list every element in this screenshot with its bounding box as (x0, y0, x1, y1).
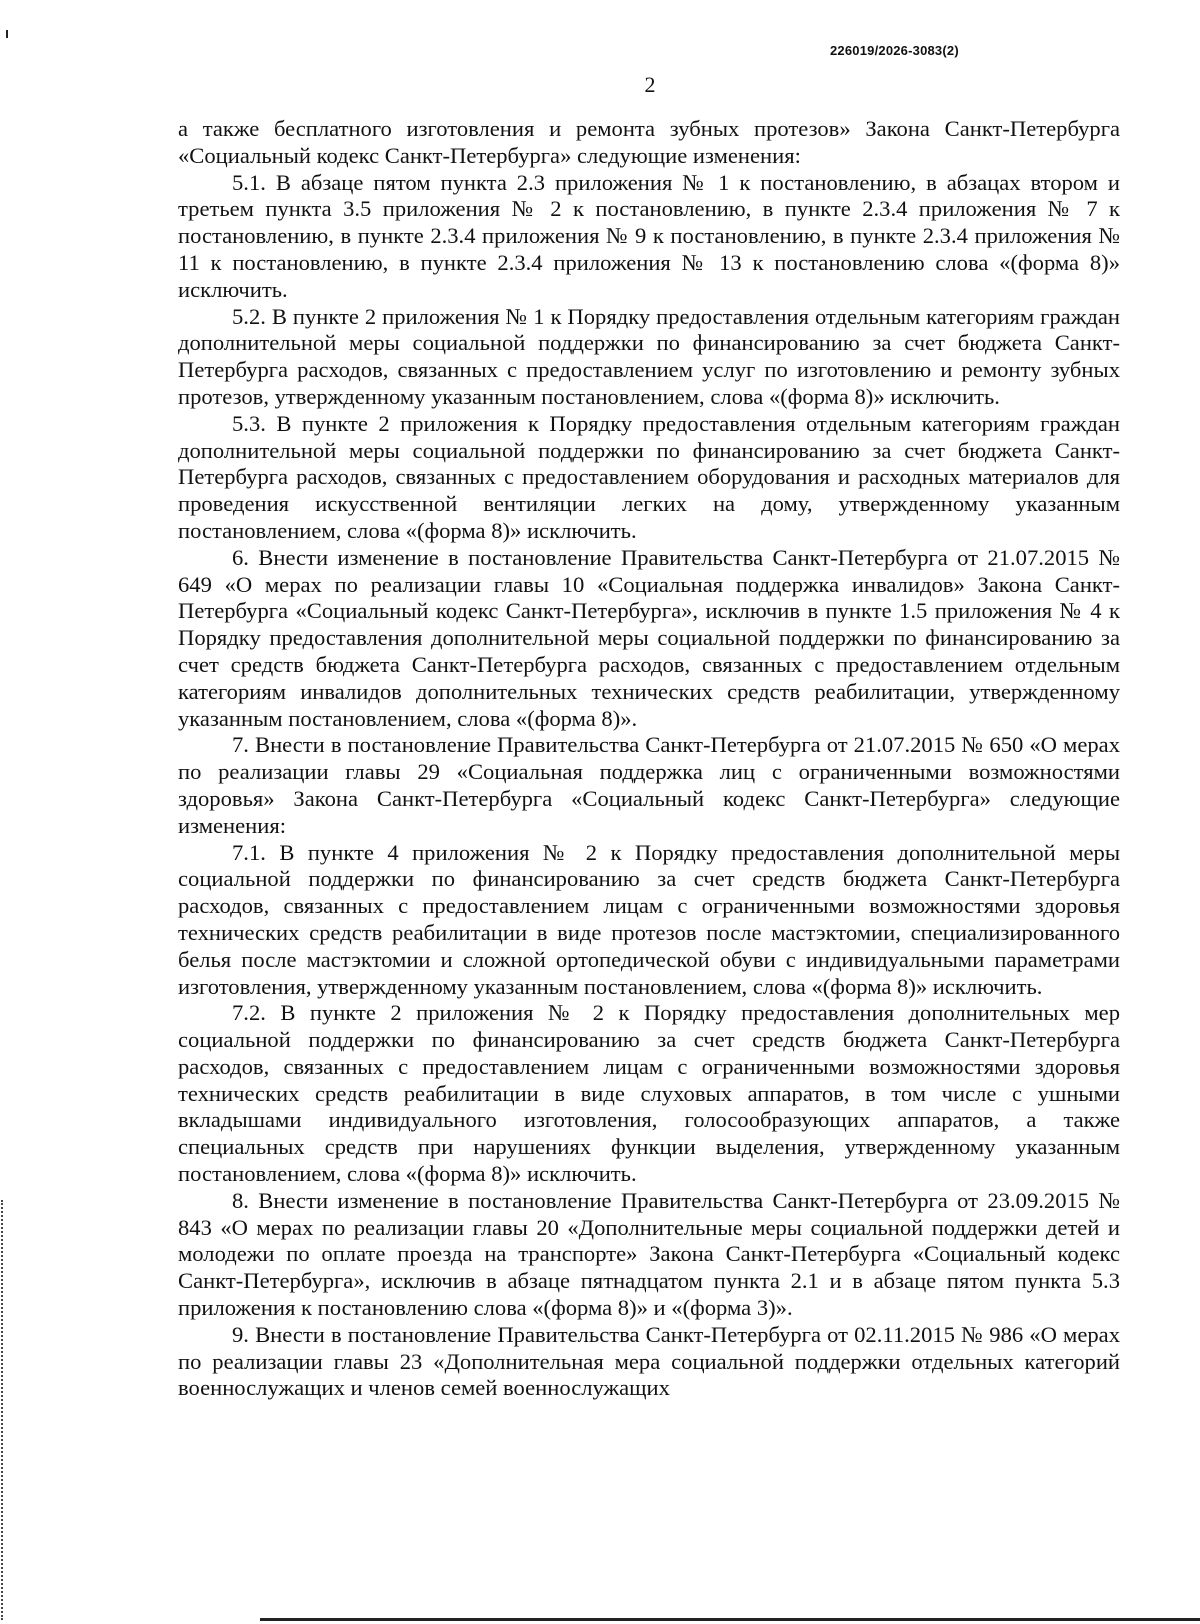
paragraph-7-1: 7.1. В пункте 4 приложения № 2 к Порядку предоставления дополнительной меры социальной поддержки по финансированию за счет средств бюджета Санкт-Петербурга расходов, связанных с предоставлением лицам с ограниченными возможностями здоровья технических средств реабилитации в виде протезов после мастэктомии, специализированного белья после мастэктомии и сложной ортопедической обуви с индивидуальными параметрами изготовления, утвержденному указанным постановлением, слова «(форма 8)» исключить. (178, 839, 1120, 999)
document-registration-number: 226019/2026-3083(2) (830, 43, 959, 58)
paragraph-8: 8. Внести изменение в постановление Правительства Санкт-Петербурга от 23.09.2015 № 843 «О мерах по реализации главы 20 «Дополнительные меры социальной поддержки детей и молодежи по оплате проезда на транспорте» Закона Санкт-Петербурга «Социальный кодекс Санкт-Петербурга», исключив в абзаце пятнадцатом пункта 2.1 и в абзаце пятом пункта 5.3 приложения к постановлению слова «(форма 8)» и «(форма 3)». (178, 1187, 1120, 1321)
paragraph-7-2: 7.2. В пункте 2 приложения № 2 к Порядку предоставления дополнительных мер социальной поддержки по финансированию за счет средств бюджета Санкт-Петербурга расходов, связанных с предоставлением лицам с ограниченными возможностями здоровья технических средств реабилитации в виде слуховых аппаратов, в том числе с ушными вкладышами индивидуального изготовления, голосообразующих аппаратов, а также специальных средств при нарушениях функции выделения, утвержденному указанным постановлением, слова «(форма 8)» исключить. (178, 1000, 1120, 1187)
page-number: 2 (644, 72, 656, 97)
paragraph-6: 6. Внести изменение в постановление Правительства Санкт-Петербурга от 21.07.2015 № 649 «О мерах по реализации главы 10 «Социальная поддержка инвалидов» Закона Санкт-Петербурга «Социальный кодекс Санкт-Петербурга», исключив в пункте 1.5 приложения № 4 к Порядку предоставления дополнительной меры социальной поддержки по финансированию за счет средств бюджета Санкт-Петербурга расходов, связанных с предоставлением отдельным категориям инвалидов дополнительных технических средств реабилитации, утвержденному указанным постановлением, слова «(форма 8)». (178, 544, 1120, 731)
scan-artifact-mark (6, 30, 8, 38)
scan-artifact-left-edge (1, 1200, 5, 1620)
paragraph-5-3: 5.3. В пункте 2 приложения к Порядку предоставления отдельным категориям граждан дополнительной меры социальной поддержки по финансированию за счет бюджета Санкт-Петербурга расходов, связанных с предоставлением оборудования и расходных материалов для проведения искусственной вентиляции легких на дому, утвержденному указанным постановлением, слова «(форма 8)» исключить. (178, 410, 1120, 543)
document-body (178, 116, 1120, 1402)
paragraph-7: 7. Внести в постановление Правительства Санкт-Петербурга от 21.07.2015 № 650 «О мерах по реализации главы 29 «Социальная поддержка лиц с ограниченными возможностями здоровья» Закона Санкт-Петербурга «Социальный кодекс Санкт-Петербурга» следующие изменения: (178, 732, 1120, 838)
scan-artifact-bottom-edge (260, 1618, 1200, 1621)
paragraph-5-2: 5.2. В пункте 2 приложения № 1 к Порядку предоставления отдельным категориям граждан дополнительной меры социальной поддержки по финансированию за счет бюджета Санкт-Петербурга расходов, связанных с предоставлением услуг по изготовлению и ремонту зубных протезов, утвержденному указанным постановлением, слова «(форма 8)» исключить. (178, 303, 1120, 409)
paragraph-5-1: 5.1. В абзаце пятом пункта 2.3 приложения № 1 к постановлению, в абзацах втором и третьем пункта 3.5 приложения № 2 к постановлению, в пункте 2.3.4 приложения № 7 к постановлению, в пункте 2.3.4 приложения № 9 к постановлению, в пункте 2.3.4 приложения № 11 к постановлению, в пункте 2.3.4 приложения № 13 к постановлению слова «(форма 8)» исключить. (178, 169, 1120, 302)
paragraph-9: 9. Внести в постановление Правительства Санкт-Петербурга от 02.11.2015 № 986 «О мерах по реализации главы 23 «Дополнительная мера социальной поддержки отдельных категорий военнослужащих и членов семей военнослужащих (178, 1321, 1120, 1401)
paragraph-continuation: а также бесплатного изготовления и ремонта зубных протезов» Закона Санкт-Петербурга «Социальный кодекс Санкт-Петербурга» следующие изменения: (178, 116, 1120, 168)
